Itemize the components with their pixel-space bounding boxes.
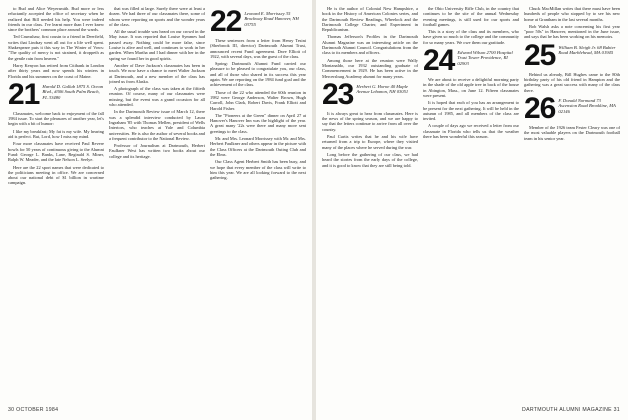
body-paragraph: Chuck MacMillan writes that there must have been hundreds of people who stopped by to see his new home at Grantham in the last several months.: [524, 6, 620, 22]
class-year-heading: [423, 48, 519, 74]
body-paragraph: Classmates, welcome back to enjoyment of the fall 1984 issue. To start the pleasures of another year, let's begin with a bit of humor:: [8, 110, 104, 127]
body-paragraph: Here are the 22 sport names that were dedicated to the politicians meeting in office. We are concerned about our national debt of $1 billion in wartime campaign.: [8, 164, 104, 186]
body-paragraph: Ted Crumshaw, first cousin to a friend in Deerfield, writes that Lindsay went all out for a life well spent. Shakespeare puts it this way in The Winter of Vows: "The quality of mercy is not strained, it droppeth as the gentle rain from heaven.": [8, 34, 104, 61]
body-paragraph: I like my breakfast; My fat is my wife. My hearing aid is perfect. But, Lord, how I miss my mind.: [8, 128, 104, 140]
class-year-heading: [322, 82, 418, 108]
body-paragraph: This is a story of the class and its members, who have given so much to the college and the community for so many years. We owe them our gratitude.: [423, 29, 519, 45]
right-column-3: [524, 6, 620, 402]
right-column-2: [423, 6, 519, 402]
body-paragraph: Spring: Dartmouth Alumni Fund carried our pleasure to be pleased to congratulate you, our class, and all of those who shared in its success this year again. We are reporting on the 1984 fund goal and the achievement of the class.: [210, 61, 306, 88]
left-page: [0, 0, 312, 420]
class-secretary-address: Herbert G. Horne 40 Maple Avenue Lebanon, NH 03051: [356, 83, 409, 95]
class-secretary-address: F. Donald Normand 73 Ascension Road Brookline, MA 02146: [558, 97, 616, 114]
body-paragraph: Long before the gathering of our class, we had heard the stories from the early days of the college, and it is good to know that they are still being told.: [322, 151, 418, 168]
body-paragraph: Among those here at the reunion were Wally Montanaldo, our 1932 outstanding graduate of Commencement in 1929. He has been active in the Mercersburg Academy alumni for many years.: [322, 57, 418, 79]
body-paragraph: We are about to receive a delightful morning party in the shade of the old apple tree in back of the house in Abington, Mass., on June 12. Fifteen classmates were present.: [423, 77, 519, 98]
body-paragraph: Our Class Agent Herbert Smith has been busy, and we hope that every member of the class will write to him this year. We are all looking forward to the next gathering.: [210, 159, 306, 181]
body-paragraph: Paul Curtis writes that he and his wife have returned from a trip to Europe, where they visited many of the places where he served during the war.: [322, 134, 418, 150]
body-paragraph: A photograph of the class was taken at the fiftieth reunion. Of course, many of our classmates were missing, but the event was a grand occasion for all who attended.: [109, 86, 205, 108]
body-paragraph: Mr. and Mrs. Leonard Morrissey with Mr. and Mrs. Herbert Faulkner and others appear in the picture with the Class Officers at the Dartmouth Outing Club and the Elms.: [210, 136, 306, 157]
class-year-number: 25: [524, 42, 556, 69]
body-paragraph: It is hoped that each of you has an arrangement to be present for the next gathering. It will be held in the autumn of 1985, and all members of the class are invited.: [423, 100, 519, 122]
right-page: [316, 0, 628, 420]
body-paragraph: The "Pioneers at the Green" dinner on April 27 at Hanover's Hanover Inn was the highlight of the year. A great many '22s were there and many more sent greetings to the class.: [210, 112, 306, 134]
left-column-1: [8, 6, 104, 402]
body-paragraph: Member of the 1926 team Fester Cleary was one of the most valuable players on the Dartmouth football team in his senior year.: [524, 124, 620, 141]
class-year-number: 22: [210, 9, 242, 35]
body-paragraph: the Ohio University Rifle Club, in the country that continues to be the site of the annual Wednesday evening meetings, is still used for our sports and football games.: [423, 6, 519, 27]
class-year-number: 21: [8, 81, 40, 108]
class-year-heading: [210, 9, 306, 35]
body-paragraph: to Bud and Alice Weyersmith. Bud more or less reluctantly accepted the office of secretary when he realized that Bill needed his help. You were indeed friends in our class. I've learnt more than I ever knew since the brothers' common place around the wards.: [8, 6, 104, 33]
body-paragraph: All the usual trouble was heard on our crowd in the May issue. It was reported that Louise Symmes had passed away. Nothing could be more false, since Louise is alive and well, and continues to work in her garden. When Martha and I had dinner with her in the spring we found her in good spirits.: [109, 29, 205, 61]
class-year-number: 23: [322, 81, 354, 108]
body-paragraph: Behind us already, Bill Hughes came to the 80th birthday party of his old friend in Hampton and the gathering was a great success with many of the class there.: [524, 71, 620, 93]
body-paragraph: In the Dartmouth Review issue of March 12, there was a splendid interview conducted by Laura Ingraham '85 with Thomas Mellen, president of Wells Interiors, who teaches at Yale and Columbia universities. He is also the author of several books and a frequent contributor to the National Review.: [109, 109, 205, 141]
class-secretary-address: William B. Sleigh Jr. 68 Bubier Road Marblehead, MA 01945: [558, 44, 616, 56]
body-paragraph: These sentences from a letter from Henry Tesini (Sherbrook III, director) Dartmouth Alumni Trust, announced recent Fund agreement. Dave Elliott of 1922, with several days, was the guest of the class.: [210, 38, 306, 59]
body-paragraph: Professor of Journalism at Dartmouth, Herbert Faulkner West has written two books about our college and its heritage.: [109, 143, 205, 159]
class-secretary-address: Edward Wilson 2700 Hospital Trust Tower Providence, RI 02903: [457, 50, 513, 66]
class-year-heading: [524, 43, 620, 69]
left-page-footer: 30 OCTOBER 1984: [8, 407, 59, 413]
body-paragraph: Those of the 22 who attended the 60th reunion in 1982 were George Anderson, Walter Brown, Hugh Carroll, John Clark, Robert Davis, Frank Elliott and Harold Fisher.: [210, 89, 306, 111]
body-paragraph: Harry Kenyon has retired from Citibank in London after thirty years and now spends his winters in Florida and his summers on the coast of Maine.: [8, 62, 104, 79]
class-year-number: 24: [423, 48, 455, 75]
left-column-2: [109, 6, 205, 402]
body-paragraph: He is the author of Colonial New Hampshire, a book in the History of American Colonies series, and the Dartmouth Review Readings, Wheelock and the Dartmouth College Charter, and Experiment in Republicanism.: [322, 6, 418, 33]
body-paragraph: Thomas Jefferson's Profiles in the Dartmouth Alumni Magazine was an interesting article on the Dartmouth Alumni Council. Congratulations from the class to its members and officers.: [322, 34, 418, 56]
body-paragraph: A couple of days ago we received a letter from our classmate in Florida who tells us that the weather there has been wonderful this season.: [423, 123, 519, 140]
class-secretary-address: Harold D. Gallub 1875 S. Ocean Blvd., #306 South Palm Beach, FL 33480: [42, 83, 104, 100]
left-column-3: [210, 6, 306, 402]
right-page-footer: DARTMOUTH ALUMNI MAGAZINE 31: [522, 407, 620, 413]
class-year-number: 26: [524, 95, 556, 122]
body-paragraph: Bob Walsh asks a note concerning his first year "poor 50s" in Hanover, mentioned in the June issue, and says that he has been working on his memoirs.: [524, 23, 620, 40]
body-paragraph: that was filled at large. Surely there were at least a dozen. We had three of our classmates there, some of whom were reporting on sports and the wonder years of the class.: [109, 6, 205, 27]
class-secretary-address: Leonard E. Morrissey 35 Brockway Road Hanover, NH 03755: [244, 11, 299, 27]
class-year-heading: [8, 82, 104, 108]
body-paragraph: It is always great to hear from classmates. Here is the news of the spring season, and we are happy to say that the letters continue to arrive from all over the country.: [322, 110, 418, 132]
body-paragraph: Another of Dave Jackson's classmates has been in touch. We now have a chance to meet Walter Jackson at Dartmouth, and a new member of the class has joined us from Alaska.: [109, 62, 205, 84]
body-paragraph: Four more classmates have received Paul Revere bowls for 50 years of continuous giving to the Alumni Fund: George L. Banks, Lane, Reginald S. Miner, Ralph W. Meader, and the late Nelson L. Seelye.: [8, 141, 104, 163]
right-column-1: [322, 6, 418, 402]
class-year-heading: [524, 96, 620, 122]
